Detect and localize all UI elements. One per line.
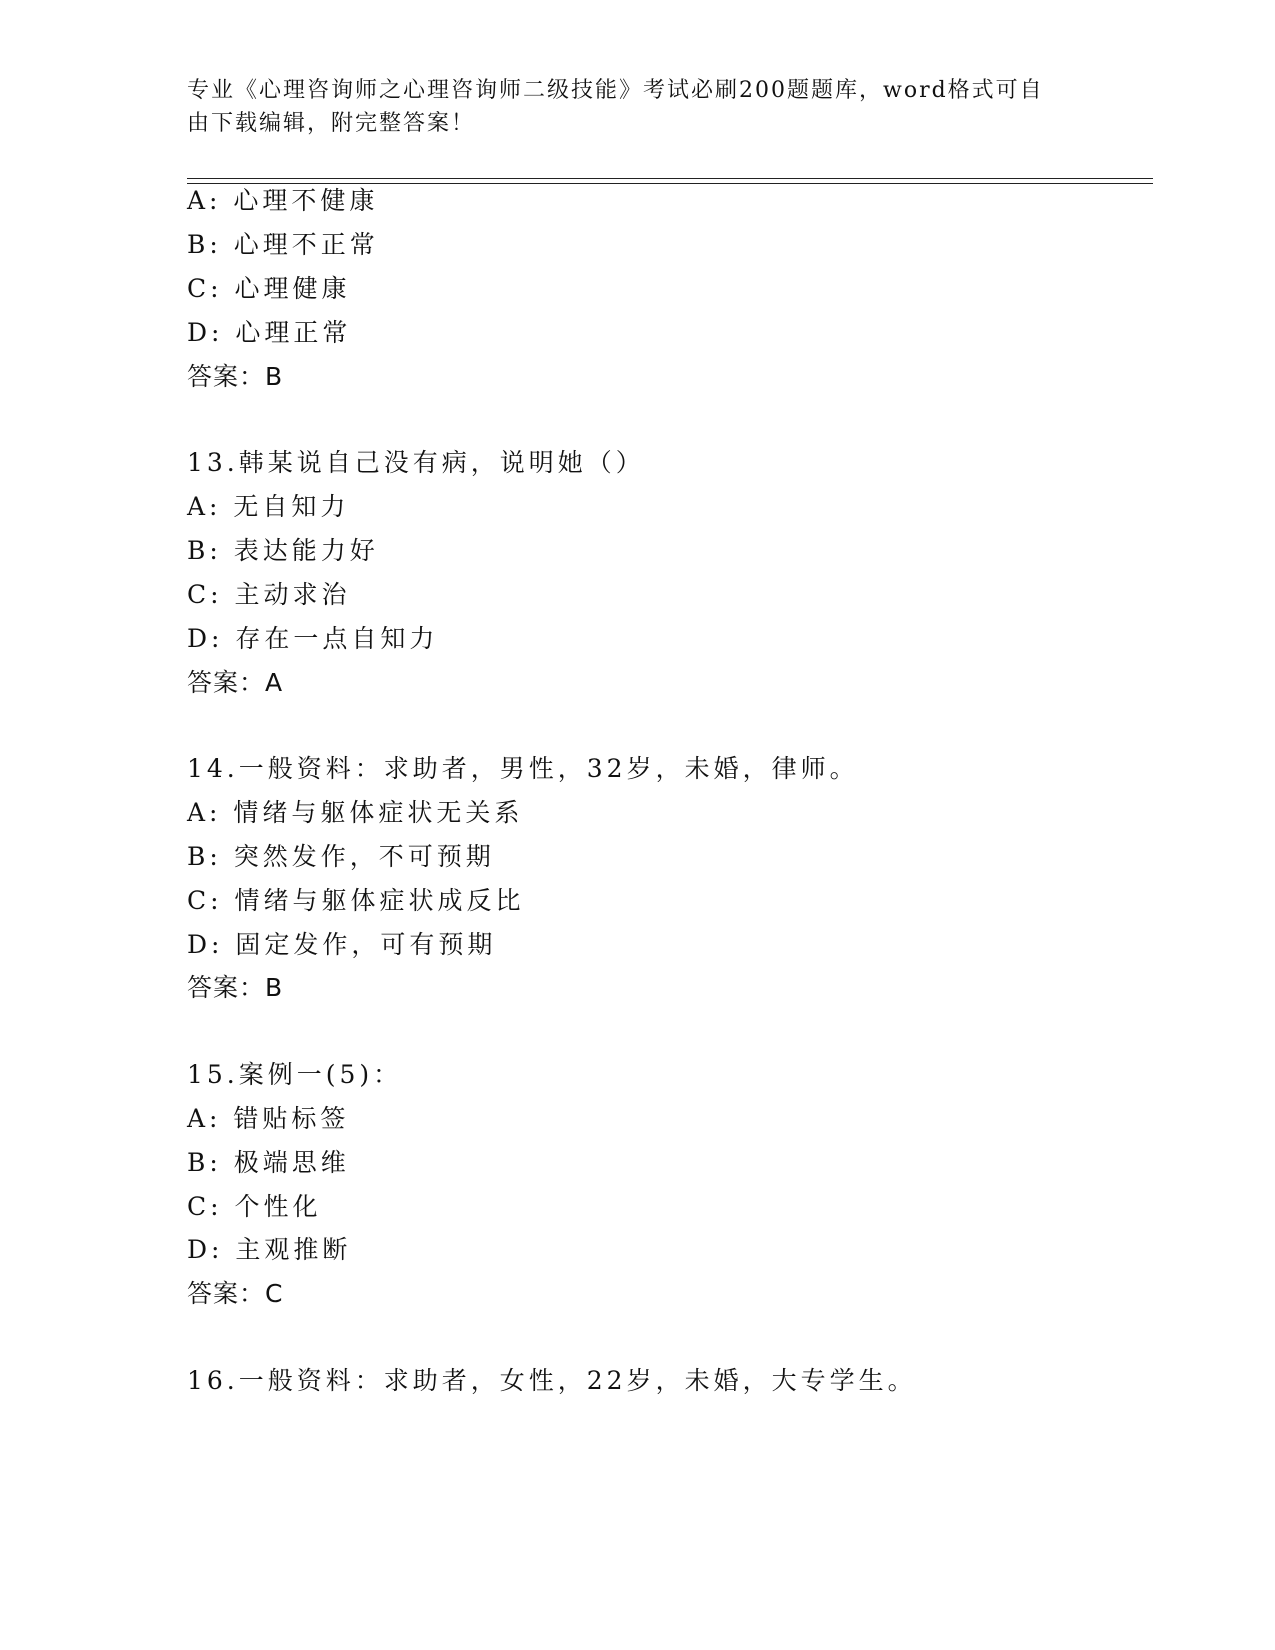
q14-answer: 答案：B — [187, 973, 284, 1002]
q15-answer: 答案：C — [187, 1279, 284, 1308]
q13-option-b: B: 表达能力好 — [187, 536, 379, 565]
q13-answer: 答案：A — [187, 668, 284, 697]
q13-option-d: D: 存在一点自知力 — [187, 624, 439, 653]
header-divider-top — [187, 178, 1153, 179]
q12-option-d: D: 心理正常 — [187, 318, 352, 347]
q14-option-d: D: 固定发作，可有预期 — [187, 930, 497, 959]
header-line-2: 由下载编辑，附完整答案！ — [187, 111, 476, 136]
q14-option-a: A: 情绪与躯体症状无关系 — [187, 798, 524, 827]
q12-option-b: B: 心理不正常 — [187, 230, 379, 259]
q16-question: 16.一般资料：求助者，女性，22岁，未婚，大专学生。 — [187, 1366, 917, 1395]
q12-answer: 答案：B — [187, 362, 284, 391]
q15-question: 15.案例一(5)： — [187, 1060, 403, 1089]
q12-option-c: C: 心理健康 — [187, 274, 351, 303]
q15-option-d: D: 主观推断 — [187, 1235, 352, 1264]
q13-question: 13.韩某说自己没有病，说明她（） — [187, 448, 645, 477]
q14-option-c: C: 情绪与躯体症状成反比 — [187, 886, 525, 915]
q12-option-a: A: 心理不健康 — [187, 186, 379, 215]
q14-question: 14.一般资料：求助者，男性，32岁，未婚，律师。 — [187, 754, 859, 783]
q13-option-c: C: 主动求治 — [187, 580, 351, 609]
q15-option-a: A: 错贴标签 — [187, 1104, 350, 1133]
document-header — [187, 74, 1067, 140]
header-line-1: 专业《心理咨询师之心理咨询师二级技能》考试必刷200题题库，word格式可自 — [187, 78, 1044, 103]
q13-option-a: A: 无自知力 — [187, 492, 350, 521]
q15-option-c: C: 个性化 — [187, 1192, 322, 1221]
q14-option-b: B: 突然发作，不可预期 — [187, 842, 495, 871]
q15-option-b: B: 极端思维 — [187, 1148, 350, 1177]
header-divider-bottom — [187, 183, 1153, 184]
